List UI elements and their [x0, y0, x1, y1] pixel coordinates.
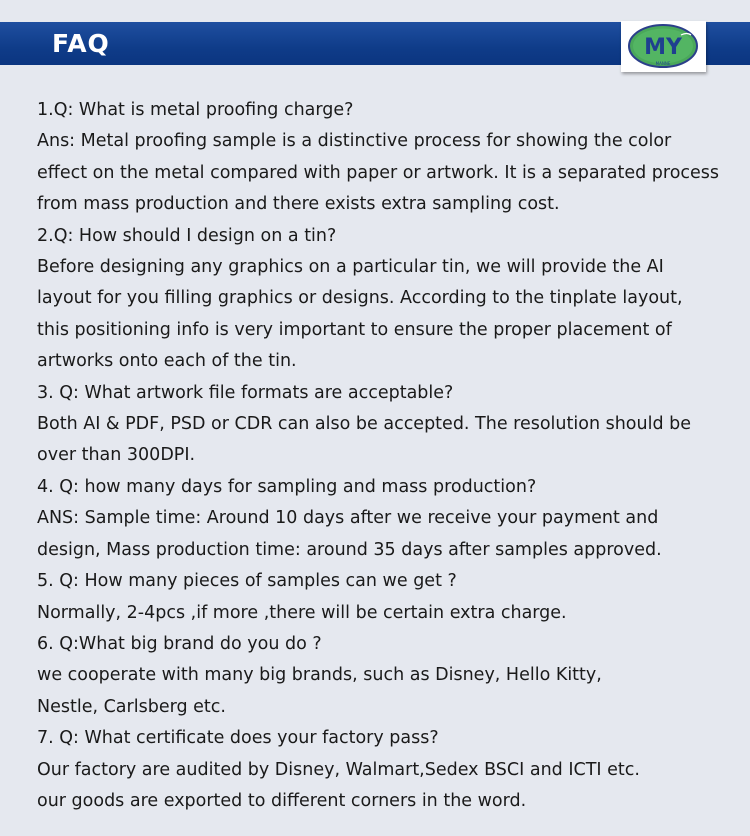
- faq-line: 5. Q: How many pieces of samples can we get ?: [37, 571, 457, 592]
- page-title: FAQ: [52, 29, 110, 58]
- faq-line: Normally, 2-4pcs ,if more ,there will be certain extra charge.: [37, 602, 567, 623]
- faq-line: Both AI & PDF, PSD or CDR can also be accepted. The resolution should be: [37, 414, 692, 435]
- faq-line: ANS: Sample time: Around 10 days after we receive your payment and: [37, 508, 659, 529]
- faq-line: Nestle, Carlsberg etc.: [37, 696, 226, 717]
- faq-line: this positioning info is very important to ensure the proper placement of: [37, 319, 672, 340]
- faq-line: 6. Q:What big brand do you do ?: [37, 633, 322, 654]
- faq-line: we cooperate with many big brands, such as Disney, Hello Kitty,: [37, 665, 602, 686]
- faq-line: our goods are exported to different corners in the word.: [37, 790, 527, 811]
- faq-line: effect on the metal compared with paper or artwork. It is a separated process: [37, 162, 720, 183]
- faq-line: 1.Q: What is metal proofing charge?: [37, 100, 354, 120]
- logo-emblem-icon: [621, 21, 706, 72]
- brand-logo: [621, 21, 706, 72]
- faq-line: over than 300DPI.: [37, 445, 196, 466]
- faq-content: [37, 95, 737, 817]
- faq-line: artworks onto each of the tin.: [37, 351, 297, 372]
- logo-text: MY: [644, 35, 682, 60]
- faq-line: 3. Q: What artwork file formats are acceptable?: [37, 382, 454, 403]
- faq-line: layout for you filling graphics or designs. According to the tinplate layout,: [37, 288, 683, 309]
- logo-subtext: MANNE: [655, 61, 671, 66]
- faq-line: 2.Q: How should I design on a tin?: [37, 225, 337, 246]
- faq-line: 4. Q: how many days for sampling and mass production?: [37, 476, 537, 497]
- faq-line: from mass production and there exists extra sampling cost.: [37, 194, 560, 215]
- faq-line: design, Mass production time: around 35 days after samples approved.: [37, 539, 662, 560]
- faq-line: Ans: Metal proofing sample is a distinctive process for showing the color: [37, 131, 672, 152]
- faq-line: 7. Q: What certificate does your factory pass?: [37, 728, 439, 749]
- faq-line: Our factory are audited by Disney, Walmart,Sedex BSCI and ICTI etc.: [37, 759, 640, 780]
- faq-line: Before designing any graphics on a particular tin, we will provide the AI: [37, 257, 664, 278]
